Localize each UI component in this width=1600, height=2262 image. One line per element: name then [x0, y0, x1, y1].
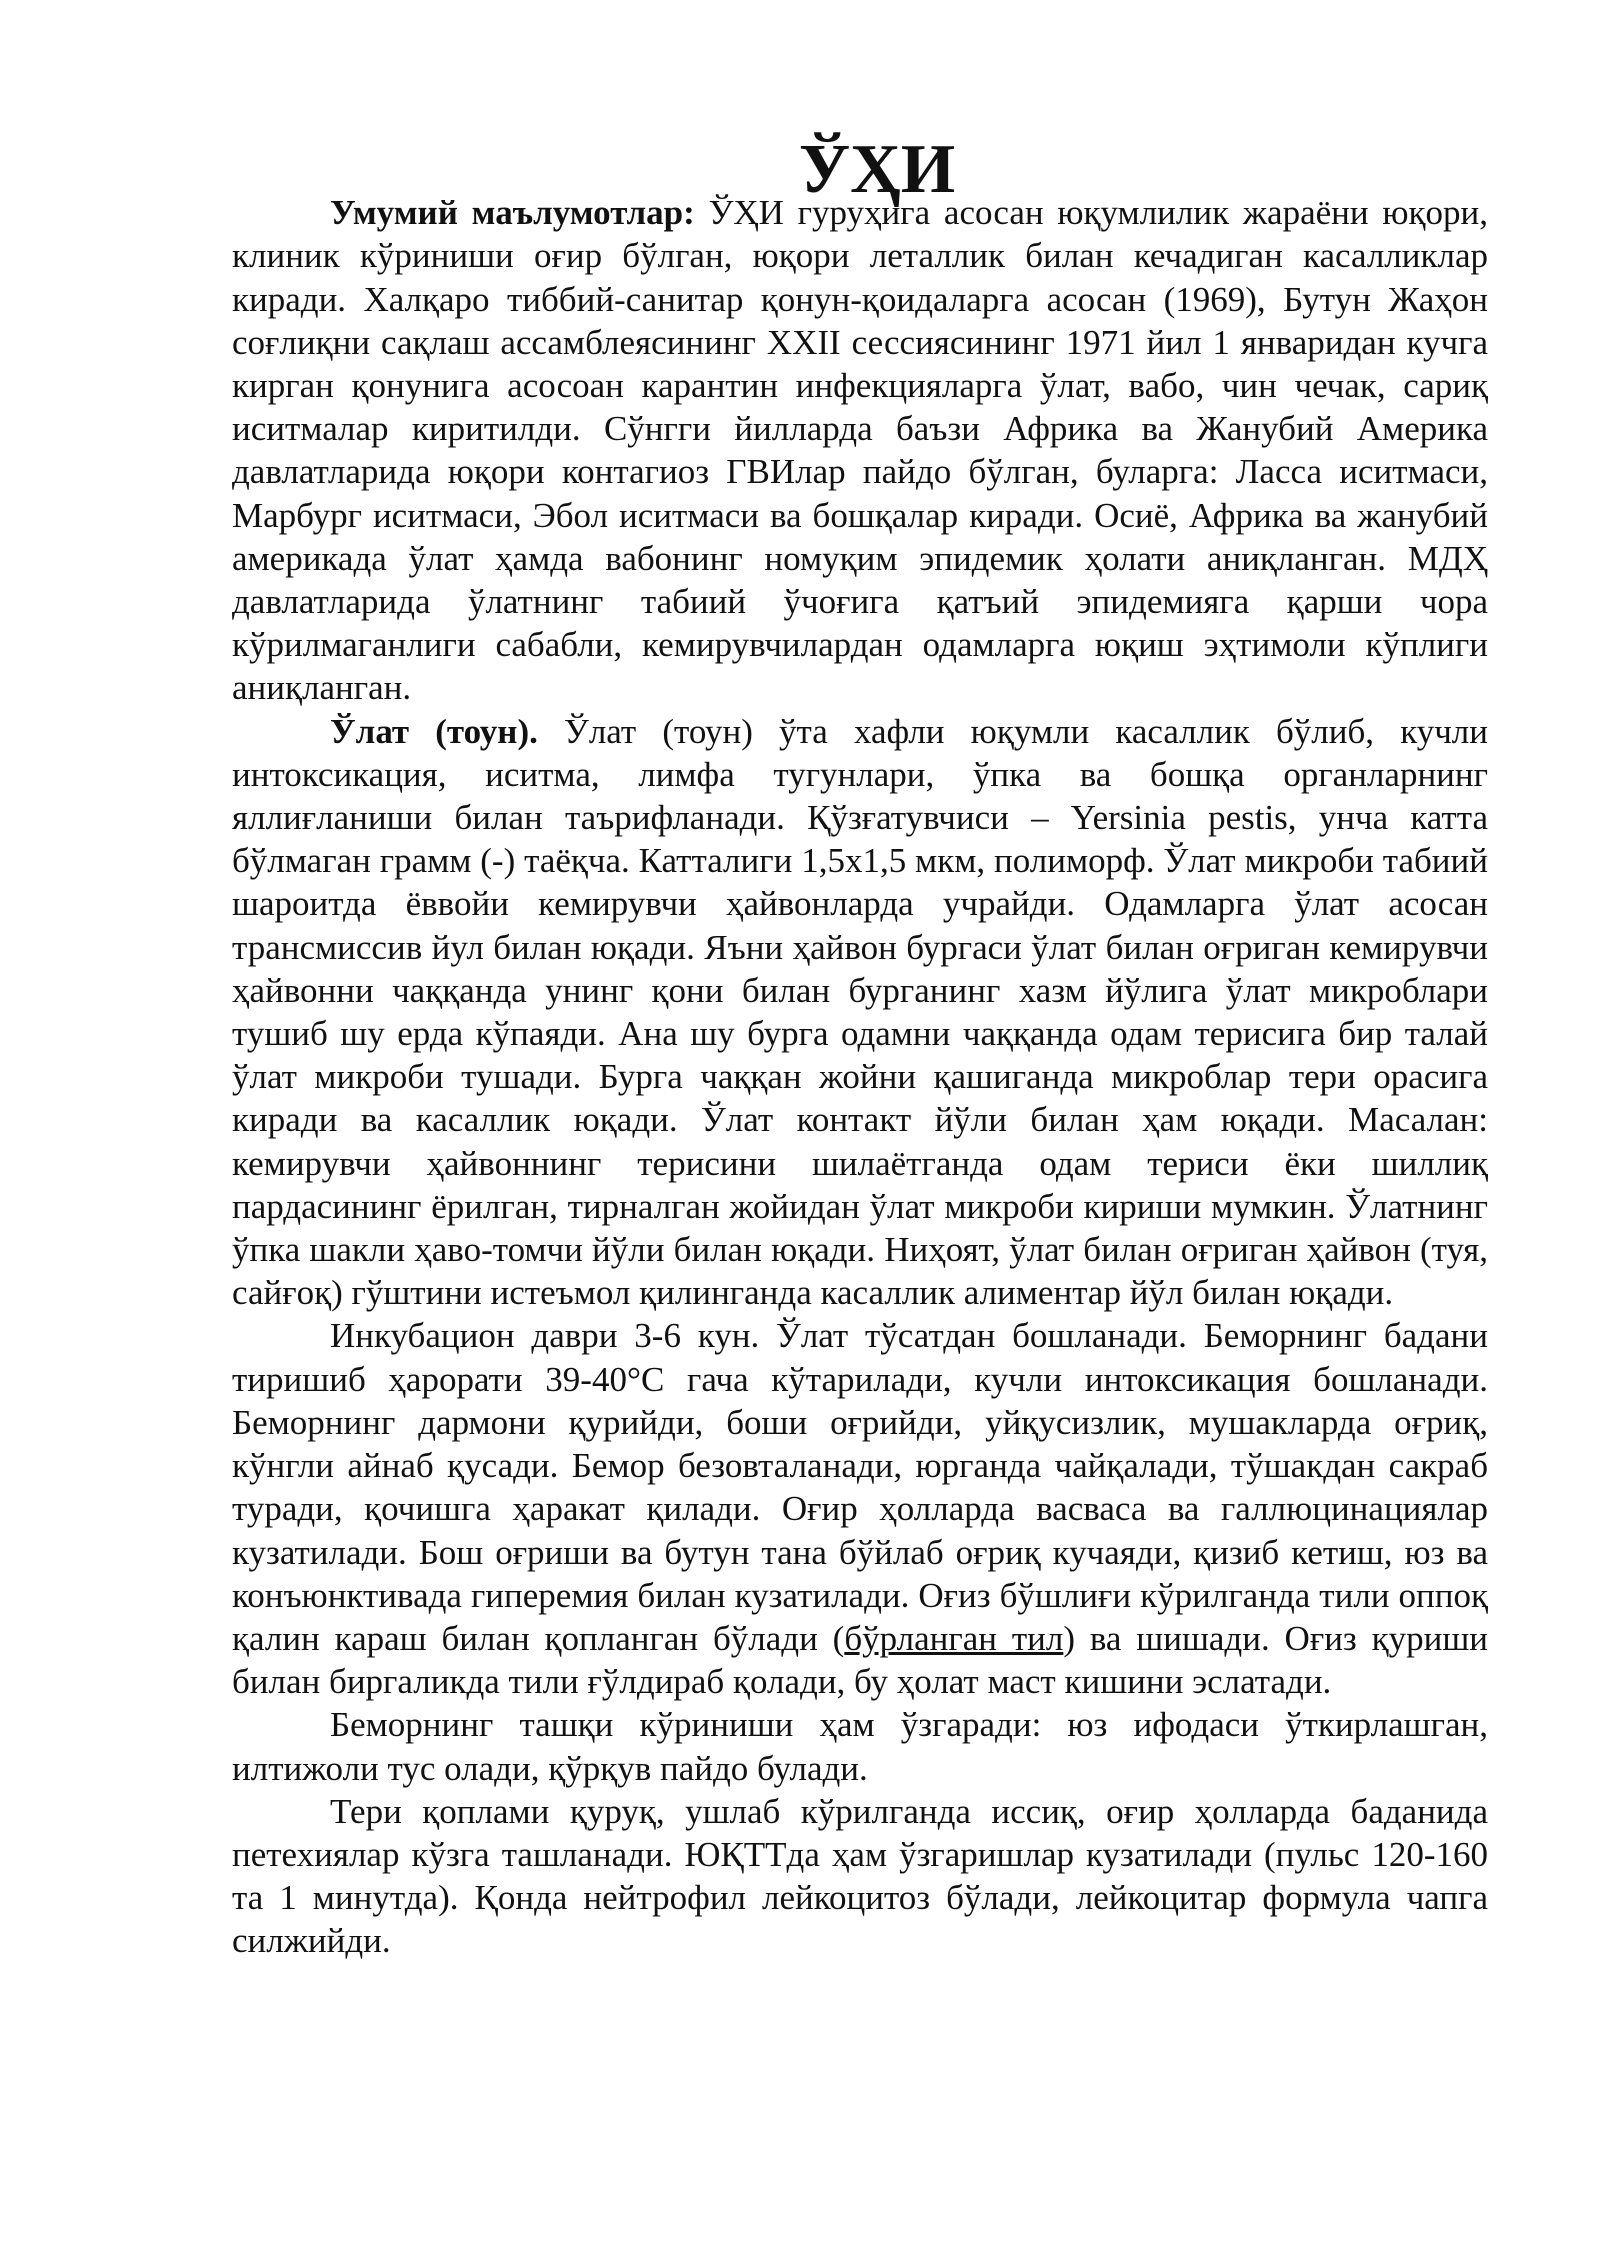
document-title: ЎҲИ: [798, 131, 956, 208]
general-info-text: ЎҲИ гуруҳига асосан юқумлилик жараёни юқори, клиник кўриниши оғир бўлган, юқори леталлик билан кечадиган касалликлар киради. Халқаро тиббий-санитар қонун-қоидаларга асосан (1969), Бутун Жаҳон соғлиқни сақлаш ассамблеясининг XXII сессиясининг 1971 йил 1 январидан кучга кирган қонунига асосоан карантин инфекцияларга ўлат, вабо, чин чечак, сариқ иситмалар киритилди. Сўнгги йилларда баъзи Африка ва Жанубий Америка давлатларида юқори контагиоз ГВИлар пайдо бўлган, буларга: Ласса иситмаси, Марбург иситмаси, Эбол иситмаси ва бошқалар киради. Осиё, Африка ва жанубий америкада ўлат ҳамда вабонинг номуқим эпидемик ҳолати аниқланган. МДҲ давлатларида ўлатнинг табиий ўчоғига қатъий эпидемияга қарши чора кўрилмаганлиги сабабли, кемирувчилардан одамларга юқиш эҳтимоли кўплиги аниқланган.: [232, 193, 1488, 708]
plague-text: Ўлат (тоун) ўта хафли юқумли касаллик бўлиб, кучли интоксикация, иситма, лимфа тугунлари, ўпка ва бошқа органларнинг яллиғланиши билан таърифланади. Қўзғатувчиси – Yersinia pestis, унча катта бўлмаган грамм (-) таёқча. Катталиги 1,5х1,5 мкм, полиморф. Ўлат микроби табиий шароитда ёввойи кемирувчи ҳайвонларда учрайди. Одамларга ўлат асосан трансмиссив йул билан юқади. Яъни ҳайвон бургаси ўлат билан оғриган кемирувчи ҳайвонни чаққанда унинг қони билан бурганинг хазм йўлига ўлат микроблари тушиб шу ерда кўпаяди. Ана шу бурга одамни чаққанда одам терисига бир талай ўлат микроби тушади. Бурга чаққан жойни қашиганда микроблар тери орасига киради ва касаллик юқади. Ўлат контакт йўли билан ҳам юқади. Масалан: кемирувчи ҳайвоннинг терисини шилаётганда одам териси ёки шиллиқ пардасининг ёрилган, тирналган жойидан ўлат микроби кириши мумкин. Ўлатнинг ўпка шакли ҳаво-томчи йўли билан юқади. Ниҳоят, ўлат билан оғриган ҳайвон (туя, сайғоқ) гўштини истеъмол қилинганда касаллик алиментар йўл билан юқади.: [232, 711, 1489, 1313]
paragraph-plague: [232, 710, 1488, 1315]
paragraph-skin: Тери қоплами қуруқ, ушлаб кўрилганда иссиқ, оғир ҳолларда баданида петехиялар кўзга ташланади. ЮҚТТда ҳам ўзгаришлар кузатилади (пульс 120-160 та 1 минутда). Қонда нейтрофил лейкоцитоз бўлади, лейкоцитар формула чапга силжийди.: [232, 1791, 1488, 1961]
plague-heading: Ўлат (тоун).: [330, 711, 538, 751]
paragraph-incubation: [232, 1314, 1488, 1703]
incubation-text-after: ) ва шишади. Оғиз қуриши билан биргаликда тили ғўлдираб қолади, бу ҳолат маст кишини эслатади.: [232, 1618, 1488, 1702]
incubation-text-before: Инкубацион даври 3-6 кун. Ўлат тўсатдан бошланади. Беморнинг бадани тиришиб ҳарорати 39-40°С гача кўтарилади, кучли интоксикация бошланади. Беморнинг дармони қурийди, боши оғрийди, уйқусизлик, мушакларда оғриқ, кўнгли айнаб қусади. Бемор безовталанади, юрганда чайқалади, тўшакдан сакраб туради, қочишга ҳаракат қилади. Оғир ҳолларда васваса ва галлюцинациялар кузатилади. Бош оғриши ва бутун тана бўйлаб оғриқ кучаяди, қизиб кетиш, юз ва конъюнктивада гиперемия билан кузатилади. Оғиз бўшлиғи кўрилганда тили оппоқ қалин караш билан қопланган бўлади (: [232, 1316, 1488, 1658]
underlined-term: бўрланган тил: [844, 1618, 1064, 1658]
paragraph-appearance: Беморнинг ташқи кўриниши ҳам ўзгаради: юз ифодаси ўткирлашган, илтижоли тус олади, қўрқув пайдо булади.: [232, 1705, 1488, 1788]
document-page: [232, 131, 1489, 1963]
paragraph-general-info: [232, 191, 1488, 709]
general-info-heading: Умумий маълумотлар:: [330, 193, 695, 233]
